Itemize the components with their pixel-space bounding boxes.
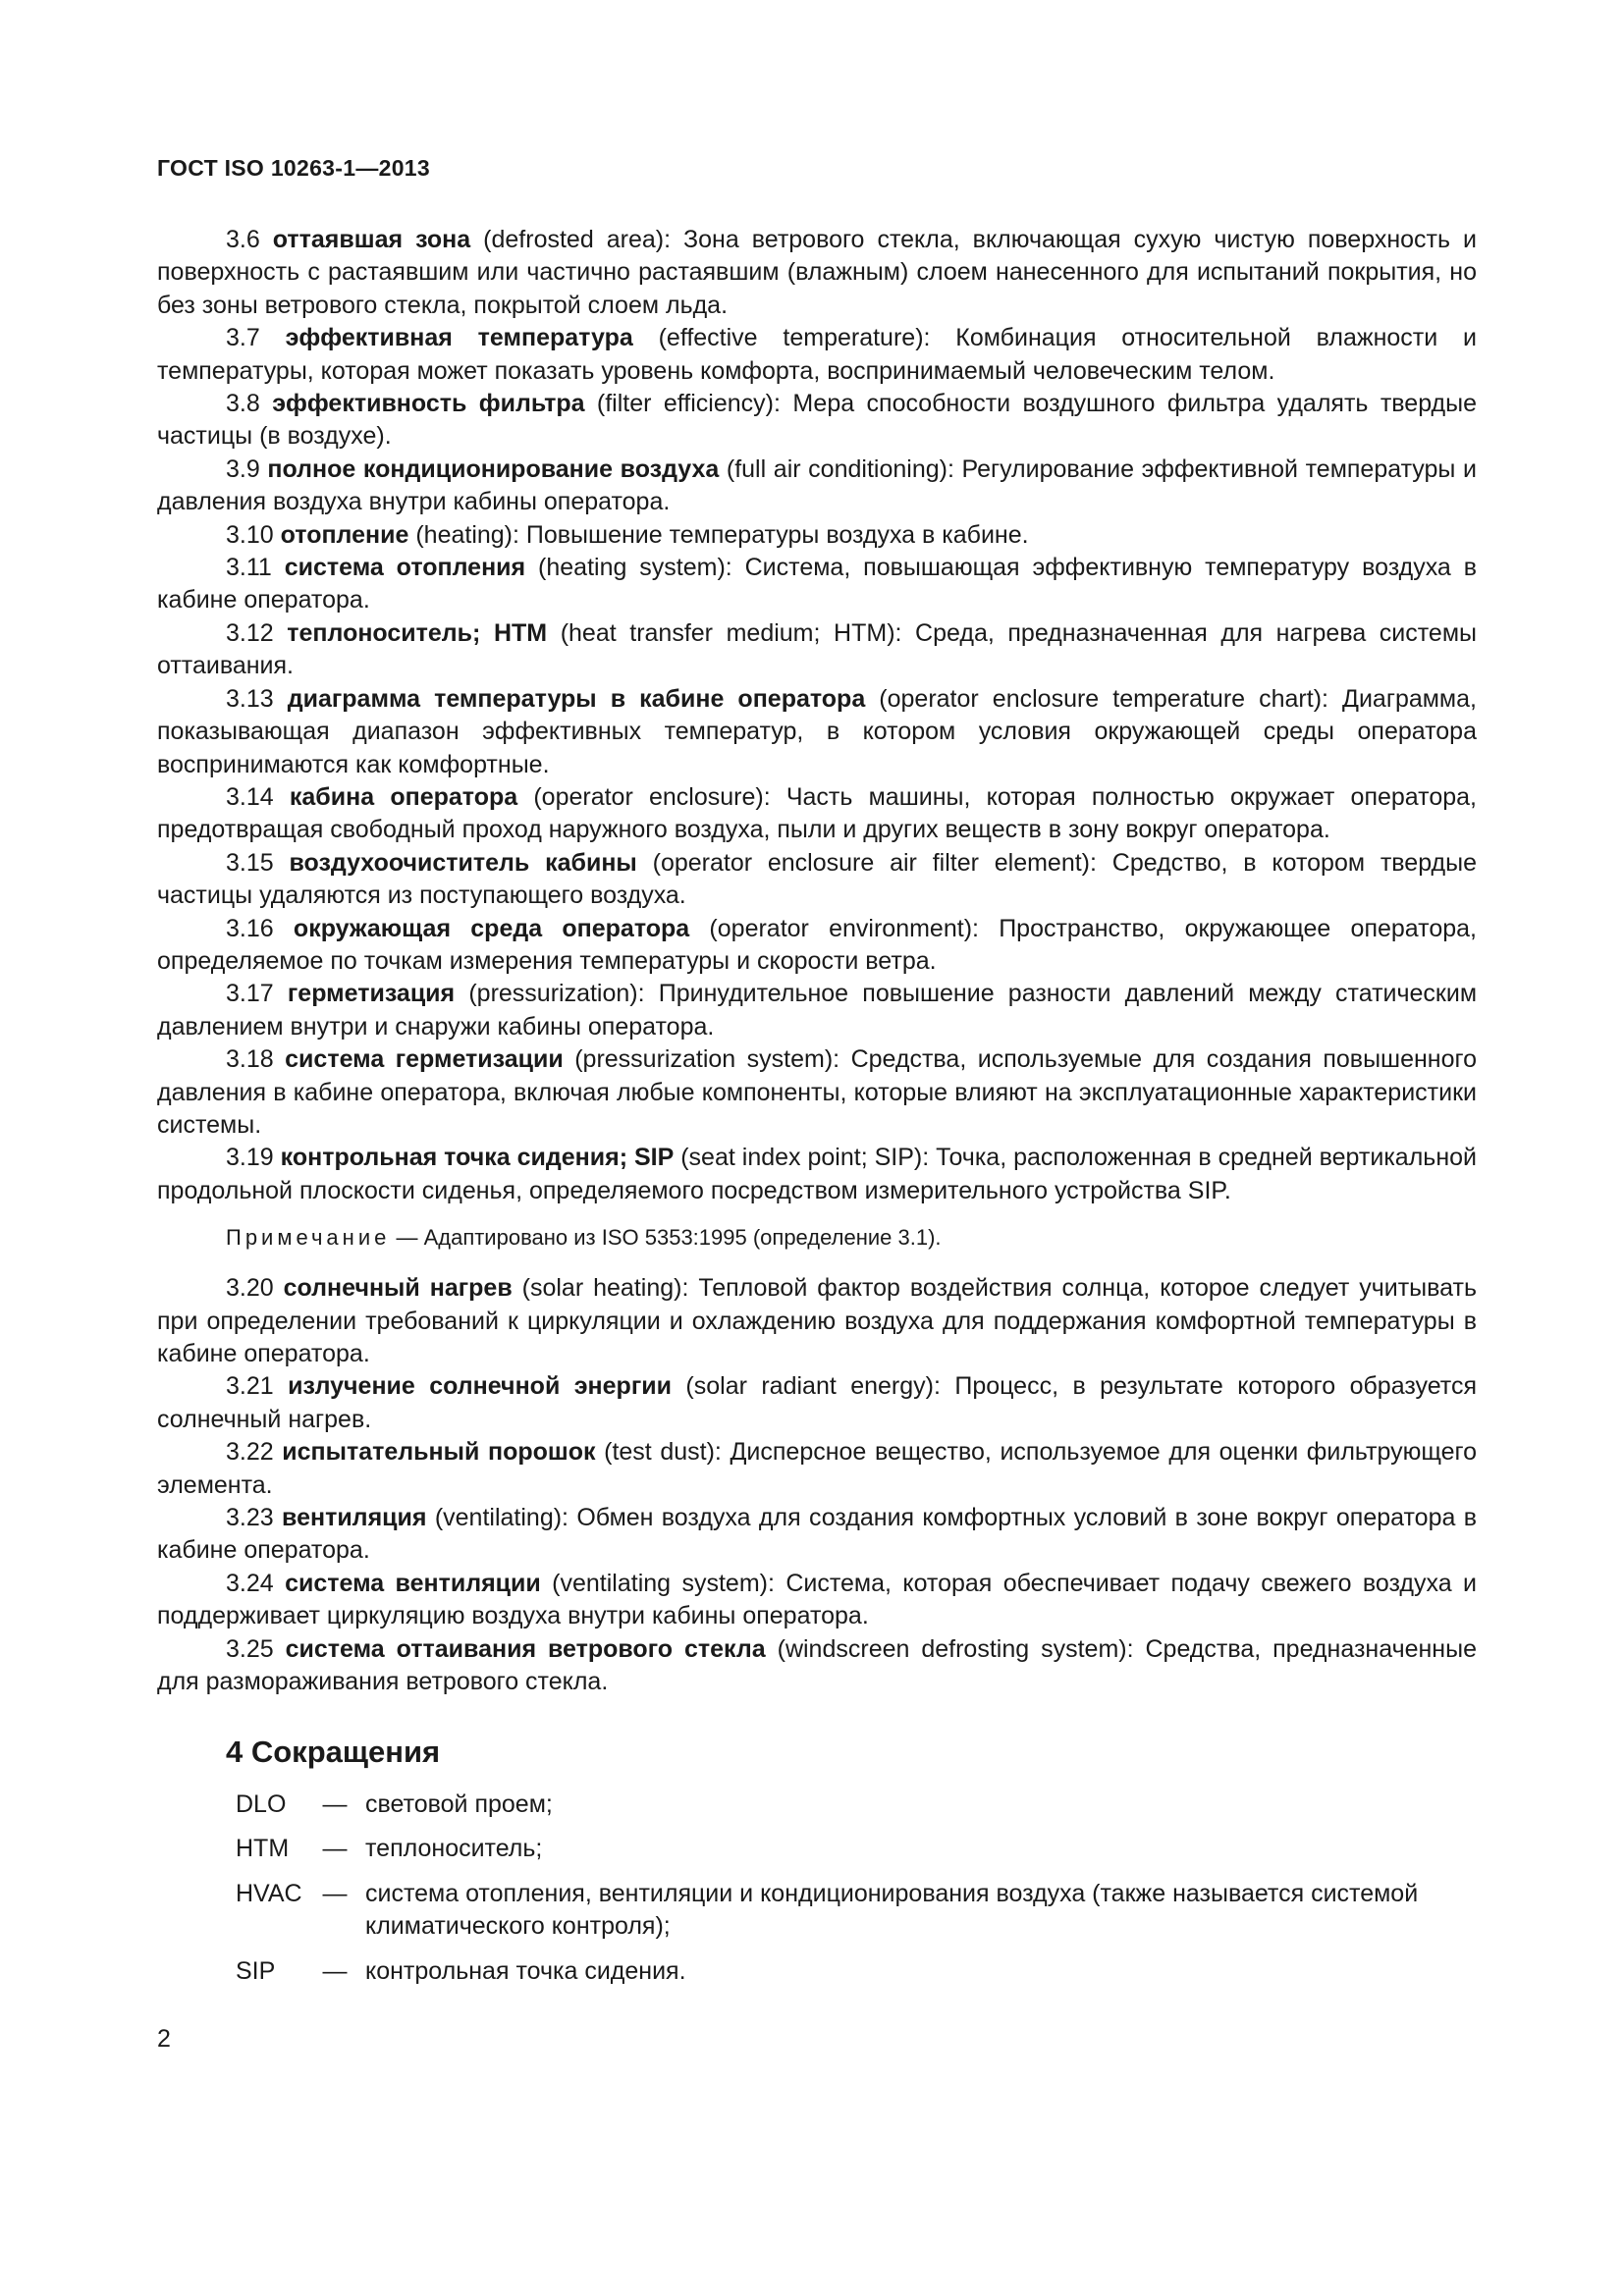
definition-item <box>157 617 1477 683</box>
definition-text: (filter efficiency): Мера способности воздушного фильтра удалять твердые частицы (в воздухе). <box>157 390 1477 451</box>
definition-text: (ventilating system): Система, которая обеспечивает подачу свежего воздуха и поддерживает циркуляцию воздуха внутри кабины оператора. <box>157 1569 1477 1630</box>
abbreviation-dash: — <box>322 1956 348 1985</box>
definition-number: 3.11 <box>226 554 272 582</box>
definition-item <box>157 388 1477 454</box>
abbreviation-description: световой проем; <box>365 1789 553 1818</box>
definition-item <box>157 519 1477 552</box>
definition-item <box>157 683 1477 781</box>
abbreviation-description: теплоноситель; <box>365 1835 543 1863</box>
definition-number: 3.23 <box>226 1504 274 1532</box>
definition-text: (heat transfer medium; HTM): Среда, предназначенная для нагрева системы оттаивания. <box>157 618 1477 680</box>
definition-term: система отопления <box>284 554 526 582</box>
definition-text: (windscreen defrosting system): Средства, предназначенные для размораживания ветрового стекла. <box>157 1634 1477 1696</box>
definition-item <box>157 913 1477 979</box>
page-number: 2 <box>157 2025 171 2053</box>
definition-number: 3.16 <box>226 914 274 942</box>
definition-item <box>157 322 1477 388</box>
definition-text: (pressurization system): Средства, используемые для создания повышенного давления в кабине оператора, включая любые компоненты, которые влияют на эксплуатационные характеристики системы. <box>157 1045 1477 1139</box>
definition-term: солнечный нагрев <box>283 1274 513 1303</box>
definition-term: оттаявшая зона <box>272 226 471 253</box>
definition-term: воздухоочиститель кабины <box>289 848 637 877</box>
definition-term: герметизация <box>287 980 456 1008</box>
definition-number: 3.24 <box>226 1569 274 1597</box>
definition-text: (operator enclosure): Часть машины, которая полностью окружает оператора, предотвращая свободный проход наружного воздуха, пыли и других веществ в зону вокруг оператора. <box>157 782 1477 844</box>
definition-text: (heating system): Система, повышающая эффективную температуру воздуха в кабине оператора. <box>157 554 1478 614</box>
definition-term: окружающая среда оператора <box>293 914 690 942</box>
definition-term: контрольная точка сидения; SIP <box>280 1144 675 1172</box>
definition-number: 3.14 <box>226 782 274 811</box>
abbreviation-term: HTM <box>236 1835 290 1863</box>
definition-term: полное кондиционирование воздуха <box>267 454 720 483</box>
definition-item <box>157 1502 1477 1568</box>
definition-item <box>157 552 1477 617</box>
definition-text: (operator enclosure air filter element): Средство, в котором твердые частицы удаляются из поступающего воздуха. <box>157 848 1478 910</box>
definition-text: (solar heating): Тепловой фактор воздействия солнца, которое следует учитывать при определении требований к циркуляции и охлаждению воздуха для поддержания комфортной температуры в кабине оператора. <box>157 1274 1477 1367</box>
abbreviation-row <box>236 1955 1477 1988</box>
abbreviation-dash: — <box>322 1789 348 1818</box>
abbreviation-row <box>236 1833 1477 1865</box>
definition-text: (solar radiant energy): Процесс, в результате которого образуется солнечный нагрев. <box>157 1372 1478 1433</box>
abbreviation-term: SIP <box>236 1956 276 1985</box>
definition-item <box>157 454 1477 519</box>
note-label: Примечание <box>226 1225 391 1251</box>
definition-number: 3.19 <box>226 1144 274 1172</box>
abbreviation-row <box>236 1878 1477 1944</box>
definition-number: 3.13 <box>226 684 274 713</box>
definition-item <box>157 978 1477 1043</box>
definition-number: 3.20 <box>226 1274 274 1303</box>
definition-term: система герметизации <box>285 1045 564 1074</box>
definition-item <box>157 781 1477 847</box>
definition-term: система оттаивания ветрового стекла <box>285 1634 766 1663</box>
abbreviation-description: контрольная точка сидения. <box>365 1956 686 1985</box>
definition-term: эффективность фильтра <box>272 390 585 418</box>
definition-item <box>157 1272 1477 1370</box>
definition-item <box>157 1370 1477 1436</box>
definition-number: 3.8 <box>226 390 260 418</box>
definition-term: диаграмма температуры в кабине оператора <box>287 684 866 713</box>
definition-number: 3.25 <box>226 1634 274 1663</box>
definition-term: излучение солнечной энергии <box>288 1372 672 1401</box>
note <box>157 1223 1477 1253</box>
definition-number: 3.22 <box>226 1438 274 1467</box>
definition-text: (test dust): Дисперсное вещество, используемое для оценки фильтрующего элемента. <box>157 1438 1477 1499</box>
abbreviation-term: DLO <box>236 1789 287 1818</box>
definition-item <box>157 1142 1477 1207</box>
definition-term: отопление <box>280 520 409 549</box>
definition-item <box>157 224 1477 322</box>
definition-number: 3.17 <box>226 980 274 1008</box>
definition-number: 3.15 <box>226 848 274 877</box>
definition-term: испытательный порошок <box>282 1438 596 1467</box>
document-body <box>157 224 1477 2000</box>
abbreviation-description: система отопления, вентиляции и кондиционирования воздуха (также называется системой климатического контроля); <box>365 1879 1419 1941</box>
definition-text: (pressurization): Принудительное повышение разности давлений между статическим давлением внутри и снаружи кабины оператора. <box>157 980 1478 1041</box>
definition-text: (defrosted area): Зона ветрового стекла, включающая сухую чистую поверхность и поверхность с растаявшим или частично растаявшим (влажным) слоем нанесенного для испытаний покрытия, но без зоны ветрового стекла, покрытой слоем льда. <box>157 226 1477 319</box>
definition-term: вентиляция <box>282 1504 427 1532</box>
definition-number: 3.10 <box>226 520 274 549</box>
abbreviation-dash: — <box>322 1835 348 1863</box>
definition-number: 3.21 <box>226 1372 274 1401</box>
section-title: 4 Сокращения <box>226 1735 441 1770</box>
definition-number: 3.7 <box>226 324 260 352</box>
abbreviation-dash: — <box>322 1879 348 1907</box>
definition-text: (heating): Повышение температуры воздуха в кабине. <box>408 520 1029 549</box>
definition-number: 3.12 <box>226 618 274 647</box>
definition-item <box>157 1568 1477 1633</box>
definitions-list-b <box>157 1272 1477 1698</box>
definition-text: (operator environment): Пространство, окружающее оператора, определяемое по точкам измерения температуры и скорости ветра. <box>157 914 1477 975</box>
definition-text: (ventilating): Обмен воздуха для создания комфортных условий в зоне вокруг оператора в кабине оператора. <box>157 1504 1477 1565</box>
abbreviation-term: HVAC <box>236 1879 302 1907</box>
definition-item <box>157 1043 1477 1142</box>
note-text: — Адаптировано из ISO 5353:1995 (определение 3.1). <box>390 1225 942 1251</box>
definition-term: теплоноситель; НТМ <box>287 618 548 647</box>
abbreviations-list <box>157 1789 1477 1988</box>
definition-text: (effective temperature): Комбинация относительной влажности и температуры, которая может показать уровень комфорта, воспринимаемый человеческим телом. <box>157 324 1477 385</box>
definition-item <box>157 1633 1477 1699</box>
definition-text: (operator enclosure temperature chart): Диаграмма, показывающая диапазон эффективных температур, в котором условия окружающей среды оператора воспринимаются как комфортные. <box>157 684 1477 778</box>
abbreviation-row <box>236 1789 1477 1821</box>
definition-number: 3.6 <box>226 226 260 253</box>
definition-text: (full air conditioning): Регулирование эффективной температуры и давления воздуха внутри кабины оператора. <box>157 454 1477 516</box>
definition-number: 3.9 <box>226 454 260 483</box>
definition-term: кабина оператора <box>289 782 518 811</box>
definition-item <box>157 847 1477 913</box>
definition-text: (seat index point; SIP): Точка, расположенная в средней вертикальной продольной плоскости сиденья, определяемого посредством измерительного устройства SIP. <box>157 1144 1477 1204</box>
definitions-list-a <box>157 224 1477 1207</box>
definition-item <box>157 1436 1477 1502</box>
definition-term: система вентиляции <box>285 1569 541 1597</box>
document-header: ГОСТ ISO 10263-1—2013 <box>157 155 430 181</box>
definition-term: эффективная температура <box>285 324 633 352</box>
definition-number: 3.18 <box>226 1045 274 1074</box>
